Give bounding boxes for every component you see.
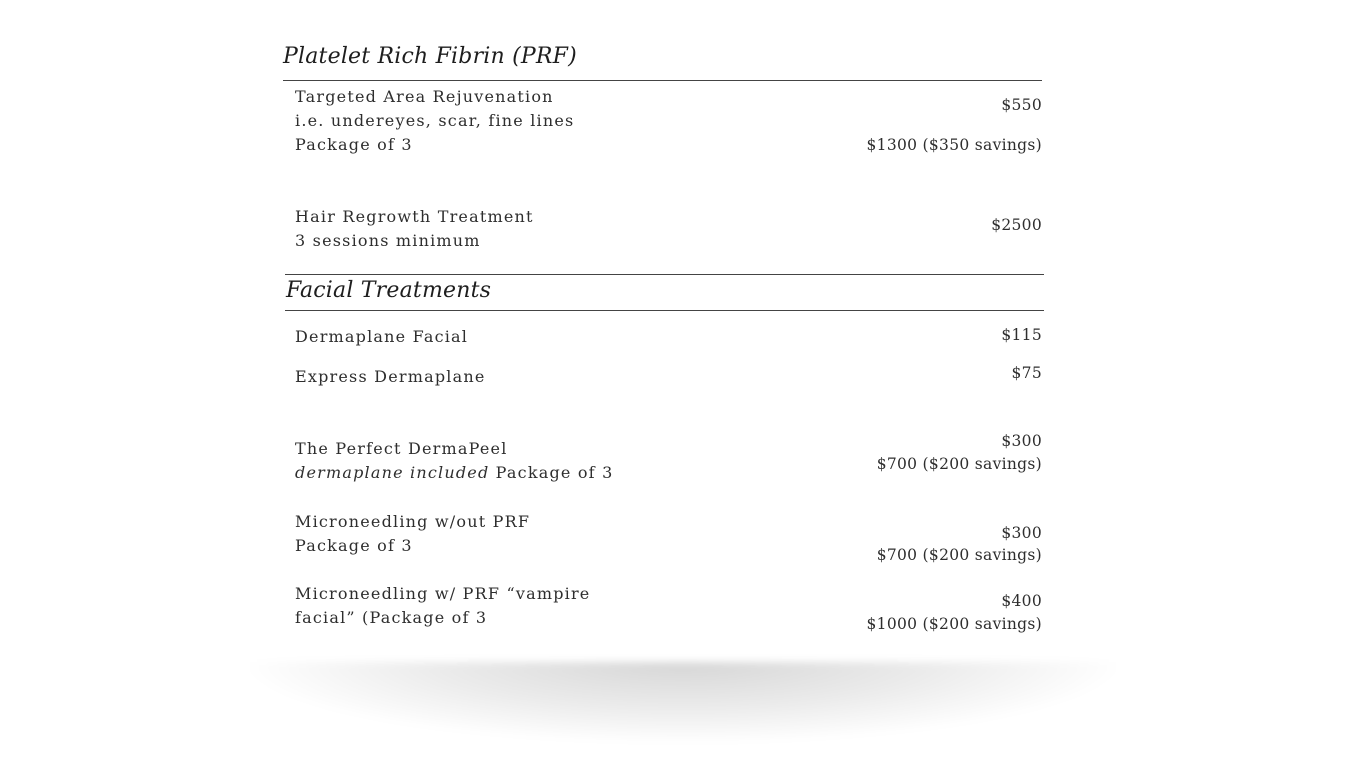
- item-package-price-perfect-dermapeel: $700 ($200 savings): [876, 455, 1042, 473]
- item-name-perfect-dermapeel: The Perfect DermaPeel: [295, 439, 508, 458]
- item-price-targeted-area: $550: [1001, 96, 1042, 114]
- item-name-microneedling: Microneedling w/out PRF: [295, 512, 531, 531]
- item-price-microneedling: $300: [1001, 524, 1042, 542]
- item-price-express-dermaplane: $75: [1011, 364, 1042, 382]
- item-package-targeted-area: Package of 3: [295, 135, 413, 154]
- item-detail-italic: dermaplane included: [295, 463, 490, 482]
- item-name-dermaplane-facial: Dermaplane Facial: [295, 327, 469, 346]
- item-detail-targeted-area: i.e. undereyes, scar, fine lines: [295, 111, 575, 130]
- item-detail-hair-regrowth: 3 sessions minimum: [295, 231, 481, 250]
- item-name-express-dermaplane: Express Dermaplane: [295, 367, 486, 386]
- item-package-microneedling: Package of 3: [295, 536, 413, 555]
- item-detail-perfect-dermapeel: [295, 463, 613, 482]
- item-package-label: Package of 3: [489, 463, 614, 482]
- item-price-microneedling-prf: $400: [1001, 592, 1042, 610]
- item-name-microneedling-prf-cont: facial” (Package of 3: [295, 608, 488, 627]
- item-price-hair-regrowth: $2500: [991, 216, 1042, 234]
- section-title-prf: Platelet Rich Fibrin (PRF): [283, 44, 577, 69]
- item-package-price-targeted-area: $1300 ($350 savings): [866, 136, 1042, 154]
- item-price-perfect-dermapeel: $300: [1001, 432, 1042, 450]
- section-divider: [285, 274, 1044, 275]
- item-name-targeted-area: Targeted Area Rejuvenation: [295, 87, 554, 106]
- item-package-price-microneedling: $700 ($200 savings): [876, 546, 1042, 564]
- section-divider: [283, 80, 1042, 81]
- card-shadow: [250, 662, 1116, 742]
- item-name-microneedling-prf: Microneedling w/ PRF “vampire: [295, 584, 591, 603]
- section-divider: [285, 310, 1044, 311]
- section-title-facial: Facial Treatments: [286, 278, 492, 303]
- item-name-hair-regrowth: Hair Regrowth Treatment: [295, 207, 534, 226]
- item-price-dermaplane-facial: $115: [1001, 326, 1042, 344]
- item-package-price-microneedling-prf: $1000 ($200 savings): [866, 615, 1042, 633]
